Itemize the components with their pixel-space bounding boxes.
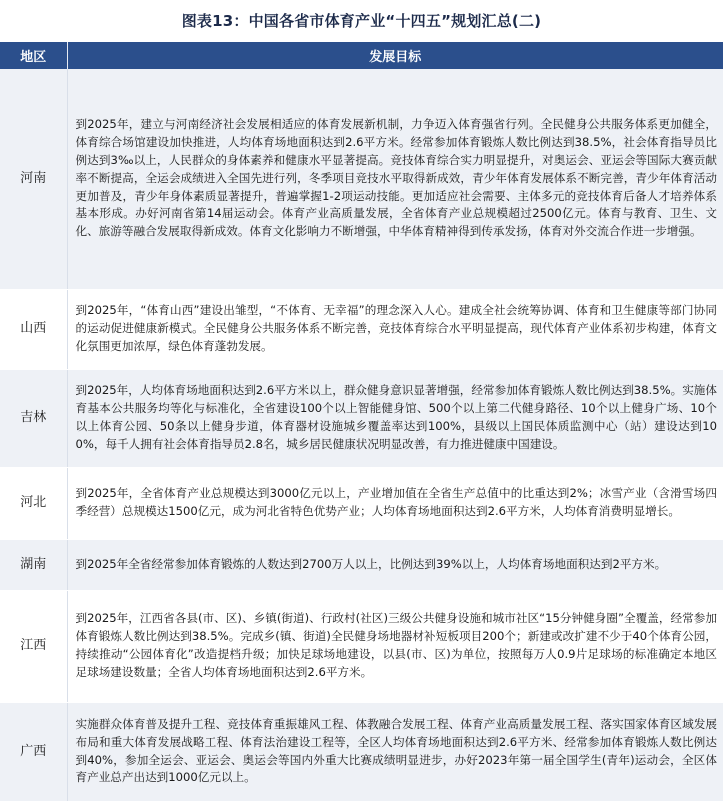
- region-cell: 河北: [0, 467, 67, 539]
- goal-cell: 到2025年，建立与河南经济社会发展相适应的体育发展新机制，力争迈入体育强省行列。全民健身公共服务体系更加健全，体育综合场馆建设加快推进，人均体育场地面积达到2.6平方米。经常参加体育锻炼人数比例达到38.5%，社会体育指导员比例达到3‰以上，人民群众的身体素养和健康水平显著提高。竞技体育综合实力明显提升，对奥运会、亚运会等国际大赛贡献率不断提高，全运会成绩进入全国先进行列，冬季项目竞技水平取得新成效，青少年体育发展体系不断完善，青少年体育活动更加普及，青少年身体素质显著提升，普遍掌握1-2项运动技能。更加适应社会需要、主体多元的竞技体育后备人才培养体系基本形成。办好河南省第14届运动会。体育产业高质量发展，全省体育产业总规模超过2500亿元。体育与教育、卫生、文化、旅游等融合发展取得新成效。体育文化影响力不断增强，中华体育精神得到传承发扬，体育对外交流合作进一步增强。: [67, 69, 723, 289]
- region-cell: 河南: [0, 69, 67, 289]
- plan-summary-table: [0, 42, 723, 802]
- header-goal: 发展目标: [67, 42, 723, 69]
- goal-cell: 到2025年，江西省各县(市、区)、乡镇(街道)、行政村(社区)三级公共健身设施和城市社区“15分钟健身圈”全覆盖，经常参加体育锻炼人数比例达到38.5%。完成乡(镇、街道)全民健身场地器材补短板项目200个；新建或改扩建不少于40个体育公园，持续推动“公园体育化”改造提档升级；加快足球场地建设，以县(市、区)为单位，按照每万人0.9片足球场的标准确定本地区足球场建设数量；全省人均体育场地面积达到2.6平方米。: [67, 590, 723, 702]
- table-row-henan: [0, 69, 723, 289]
- region-cell: 广西: [0, 702, 67, 801]
- table-row-guangxi: [0, 702, 723, 801]
- goal-cell: 到2025年，人均体育场地面积达到2.6平方米以上，群众健身意识显著增强，经常参加体育锻炼人数比例达到38.5%。实施体育基本公共服务均等化与标准化，全省建设100个以上智能健身馆、500个以上第二代健身路径、10个以上健身广场、10个以上体育公园、50条以上健身步道，体育器材设施城乡覆盖率达到100%，县级以上国民体质监测中心（站）建设达到100%，每千人拥有社会体育指导员2.8名，城乡居民健康状况明显改善，有力推进健康中国建设。: [67, 369, 723, 467]
- header-region: 地区: [0, 42, 67, 69]
- figure-title: 图表13：中国各省市体育产业“十四五”规划汇总(二): [181, 12, 542, 30]
- goal-cell: 到2025年，“体育山西”建设出雏型，“不体育、无幸福”的理念深入人心。建成全社会统筹协调、体育和卫生健康等部门协同的运动促进健康新模式。全民健身公共服务体系不断完善，竞技体育综合水平明显提高，现代体育产业体系初步构建，体育文化氛围更加浓厚，绿色体育蓬勃发展。: [67, 289, 723, 369]
- region-cell: 吉林: [0, 369, 67, 467]
- table-row-jiangxi: [0, 590, 723, 702]
- region-cell: 湖南: [0, 539, 67, 590]
- table-row-jilin: [0, 369, 723, 467]
- table-row-hunan: [0, 539, 723, 590]
- table-header-row: [0, 42, 723, 69]
- table-row-hebei: [0, 467, 723, 539]
- goal-cell: 实施群众体育普及提升工程、竞技体育重振雄风工程、体教融合发展工程、体育产业高质量发展工程、落实国家体育区域发展布局和重大体育发展战略工程、体育法治建设工程等，全区人均体育场地面积达到2.6平方米、经常参加体育锻炼人数比例达到40%，参加全运会、亚运会、奥运会等国内外重大比赛成绩明显进步，办好2023年第一届全国学生(青年)运动会，全区体育产业总产出达到1000亿元以上。: [67, 702, 723, 801]
- region-cell: 江西: [0, 590, 67, 702]
- goal-cell: 到2025年全省经常参加体育锻炼的人数达到2700万人以上，比例达到39%以上，人均体育场地面积达到2平方米。: [67, 539, 723, 590]
- region-cell: 山西: [0, 289, 67, 369]
- table-row-shanxi: [0, 289, 723, 369]
- goal-cell: 到2025年，全省体育产业总规模达到3000亿元以上，产业增加值在全省生产总值中的比重达到2%；冰雪产业（含滑雪场四季经营）总规模达1500亿元，成为河北省特色优势产业；人均体育场地面积达到2.6平方米，人均体育消费明显增长。: [67, 467, 723, 539]
